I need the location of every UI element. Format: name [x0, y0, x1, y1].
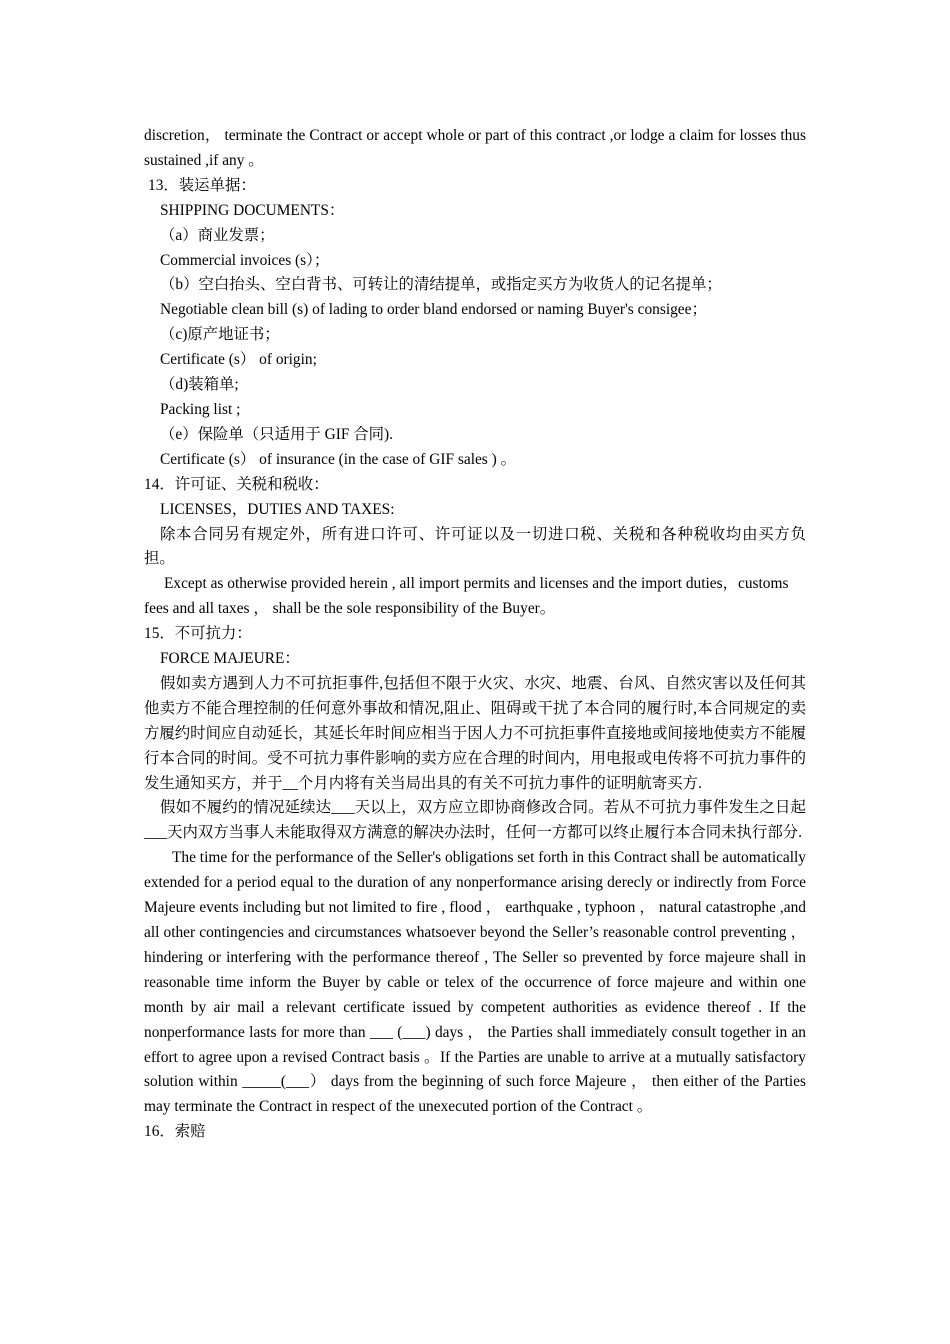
section-14-english-heading: LICENSES，DUTIES AND TAXES:	[160, 500, 395, 518]
item-c-english: Certificate (s） of origin;	[160, 351, 317, 369]
section-16-heading: 16．索赔	[144, 1123, 206, 1141]
section-15-heading: 15．不可抗力：	[144, 625, 252, 643]
document-body	[144, 124, 806, 1145]
section-14-english-paragraph: Except as otherwise provided herein , all import permits and licenses and the import duties，customs fees and all taxes ， shall be the sole responsibility of the Buyer。	[144, 575, 789, 618]
section-14-heading: 14．许可证、关税和税收：	[144, 475, 329, 493]
section-15-english-paragraph: The time for the performance of the Seller's obligations set forth in this Contract shall be automatically extended for a period equal to the duration of any nonperformance arising derecly or indirectly from Force Majeure events including but not limited to fire , flood ， earthquake , typhoon ， natural catastrophe ,and all other contingencies and circumstances whatsoever beyond the Seller’s reasonable control preventing ， hindering or interfering with the performance thereof , The Seller so prevented by force majeure shall in reasonable time inform the Buyer by cable or telex of the occurrence of force majeure and within one month by air mail a relevant certificate issued by competent authorities as evidence thereof . If the nonperformance lasts for more than ___ (___) days ， the Parties shall immediately consult together in an effort to agree upon a revised Contract basis 。If the Parties are unable to arrive at a mutually satisfactory solution within _____(___） days from the beginning of such force Majeure ， then either of the Parties may terminate the Contract in respect of the unexecuted portion of the Contract 。	[144, 849, 806, 1116]
item-e-english: Certificate (s） of insurance (in the case of GIF sales ) 。	[160, 450, 516, 468]
section-14-chinese-paragraph: 除本合同另有规定外，所有进口许可、许可证以及一切进口税、关税和各种税收均由买方负担。	[144, 525, 806, 568]
item-a-english: Commercial invoices (s）；	[160, 251, 330, 269]
section-15-chinese-paragraph-1: 假如卖方遇到人力不可抗拒事件,包括但不限于火灾、水灾、地震、台风、自然灾害以及任何其他卖方不能合理控制的任何意外事故和情况,阻止、阻碍或干扰了本合同的履行时,本合同规定的卖方履约时间应自动延长，其延长年时间应相当于因人力不可抗拒事件直接地或间接地使卖方不能履行本合同的时间。受不可抗力事件影响的卖方应在合理的时间内，用电报或电传将不可抗力事件的发生通知买方，并于__个月内将有关当局出具的有关不可抗力事件的证明航寄买方.	[144, 674, 806, 792]
section-13-english-heading: SHIPPING DOCUMENTS：	[160, 201, 345, 219]
item-b-chinese: （b）空白抬头、空白背书、可转让的清结提单，或指定买方为收货人的记名提单；	[160, 276, 722, 294]
section-13-heading: 13．装运单据：	[148, 176, 256, 194]
item-a-chinese: （a）商业发票；	[160, 226, 275, 244]
item-b-english: Negotiable clean bill (s) of lading to order bland endorsed or naming Buyer's consigee；	[160, 301, 707, 319]
item-d-english: Packing list ;	[160, 400, 241, 418]
item-c-chinese: （c)原产地证书；	[160, 326, 280, 344]
item-d-chinese: （d)装箱单;	[160, 376, 239, 394]
clause-12-tail: discretion， terminate the Contract or accept whole or part of this contract ,or lodge a claim for losses thus sustained ,if any 。	[144, 127, 806, 169]
item-e-chinese: （e）保险单（只适用于 GIF 合同).	[160, 425, 393, 443]
section-15-english-heading: FORCE MAJEURE：	[160, 650, 300, 668]
section-15-chinese-paragraph-2: 假如不履约的情况延续达___天以上，双方应立即协商修改合同。若从不可抗力事件发生之日起___天内双方当事人未能取得双方满意的解决办法时，任何一方都可以终止履行本合同未执行部分.	[144, 799, 806, 842]
